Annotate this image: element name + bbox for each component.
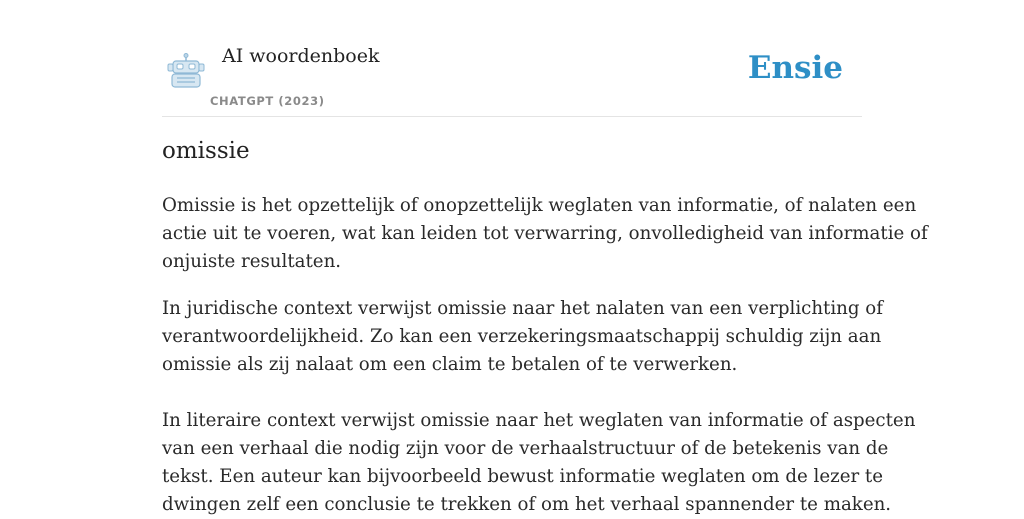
text-line: actie uit te voeren, wat kan leiden tot verwarring, onvolledigheid van informatie of — [162, 223, 928, 244]
text-line: In juridische context verwijst omissie naar het nalaten van een verplichting of — [162, 298, 883, 319]
paragraph-definition — [162, 192, 928, 276]
source-subtitle: CHATGPT (2023) — [210, 94, 325, 108]
entry-card — [162, 0, 928, 515]
text-line: tekst. Een auteur kan bijvoorbeeld bewust informatie weglaten om de lezer te — [162, 466, 883, 487]
text-line: In literaire context verwijst omissie naar het weglaten van informatie of aspecten — [162, 410, 916, 431]
robot-icon — [166, 53, 206, 89]
entry-header — [162, 0, 862, 117]
source-title: AI woordenboek — [222, 45, 380, 67]
paragraph-literary — [162, 407, 916, 519]
entry-body — [162, 192, 928, 519]
paragraph-legal — [162, 295, 883, 379]
text-line: Omissie is het opzettelijk of onopzettelijk weglaten van informatie, of nalaten een — [162, 195, 917, 216]
text-line: van een verhaal die nodig zijn voor de verhaalstructuur of de betekenis van de — [162, 438, 889, 459]
entry-term: omissie — [162, 138, 250, 164]
text-line: onjuiste resultaten. — [162, 251, 342, 272]
ensie-logo-link[interactable]: Ensie — [747, 50, 843, 86]
text-line: verantwoordelijkheid. Zo kan een verzekeringsmaatschappij schuldig zijn aan — [162, 326, 882, 347]
text-line: dwingen zelf een conclusie te trekken of om het verhaal spannender te maken. — [162, 494, 892, 515]
text-line: omissie als zij nalaat om een claim te betalen of te verwerken. — [162, 354, 738, 375]
